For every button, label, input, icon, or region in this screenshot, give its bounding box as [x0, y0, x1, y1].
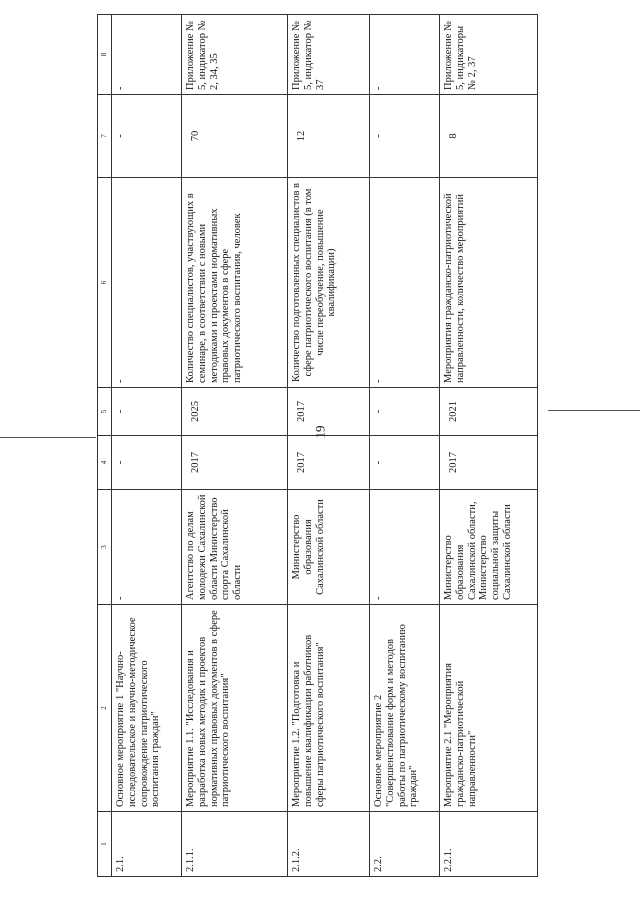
indicator-value: - — [112, 95, 182, 178]
end-year: - — [370, 388, 440, 436]
appendix-link: Приложение № 5, индикатор № 37 — [288, 15, 370, 95]
column-number: 5 — [98, 388, 112, 436]
row-number: 2.2.1. — [440, 812, 538, 877]
executor: - — [112, 490, 182, 605]
page-number: 19 — [312, 425, 328, 439]
executor: Министерство образования Сахалинской области — [288, 490, 370, 605]
event-name: Основное мероприятие 2 "Совершенствование форм и методов работы по патриотическому воспитанию граждан" — [370, 605, 440, 812]
column-number: 7 — [98, 95, 112, 178]
appendix-link: Приложение № 5, индикатор № 2, 34, 35 — [182, 15, 288, 95]
column-number: 1 — [98, 812, 112, 877]
start-year: 2017 — [440, 436, 538, 490]
end-year: 2017 — [288, 388, 370, 436]
start-year: 2017 — [182, 436, 288, 490]
indicator-value: 8 — [440, 95, 538, 178]
event-name: Мероприятие 2.1 "Мероприятия гражданско-патриотической направленности" — [440, 605, 538, 812]
event-name: Основное мероприятие 1 "Научно-исследовательское и научно-методическое сопровождение патриотического воспитания граждан" — [112, 605, 182, 812]
row-number: 2.1. — [112, 812, 182, 877]
indicator-value: 70 — [182, 95, 288, 178]
event-name: Мероприятие 1.2. "Подготовка и повышение квалификации работников сферы патриотического воспитания" — [288, 605, 370, 812]
rotated-table-sheet — [97, 15, 537, 877]
executor: Министерство образования Сахалинской области, Министерство социальной защиты Сахалинской области — [440, 490, 538, 605]
start-year: 2017 — [288, 436, 370, 490]
column-number: 2 — [98, 605, 112, 812]
indicator-value: - — [370, 95, 440, 178]
column-number: 6 — [98, 178, 112, 388]
appendix-link: Приложение № 5, индикаторы № 2, 37 — [440, 15, 538, 95]
column-number: 8 — [98, 15, 112, 95]
indicator: Количество подготовленных специалистов в сфере патриотического воспитания (в том числе переобучение, повышение квалификации) — [288, 178, 370, 388]
indicator-value: 12 — [288, 95, 370, 178]
executor: Агентство по делам молодежи Сахалинской области Министерство спорта Сахалинской области — [182, 490, 288, 605]
end-year: - — [112, 388, 182, 436]
margin-rule-left — [0, 437, 96, 438]
row-number: 2.2. — [370, 812, 440, 877]
appendix-link: - — [112, 15, 182, 95]
start-year: - — [112, 436, 182, 490]
executor: - — [370, 490, 440, 605]
row-number: 2.1.1. — [182, 812, 288, 877]
start-year: - — [370, 436, 440, 490]
column-number: 4 — [98, 436, 112, 490]
indicator: Количество специалистов, участвующих в семинаре, в соответствии с новыми методиками и проектами нормативных правовых документов в сфере патриотического воспитания, человек — [182, 178, 288, 388]
end-year: 2025 — [182, 388, 288, 436]
indicator: - — [112, 178, 182, 388]
table-row — [440, 15, 538, 877]
column-number: 3 — [98, 490, 112, 605]
table-row — [288, 15, 370, 877]
event-name: Мероприятие 1.1. "Исследования и разработка новых методик и проектов нормативных правовых документов в сфере патриотического воспитания" — [182, 605, 288, 812]
row-number: 2.1.2. — [288, 812, 370, 877]
table-row — [112, 15, 182, 877]
indicator: Мероприятия гражданско-патриотической направленности, количество мероприятий — [440, 178, 538, 388]
margin-rule-right — [548, 410, 640, 411]
program-events-table — [97, 14, 538, 877]
appendix-link: - — [370, 15, 440, 95]
table-row — [370, 15, 440, 877]
indicator: - — [370, 178, 440, 388]
end-year: 2021 — [440, 388, 538, 436]
table-row — [182, 15, 288, 877]
column-number-row — [98, 15, 112, 877]
